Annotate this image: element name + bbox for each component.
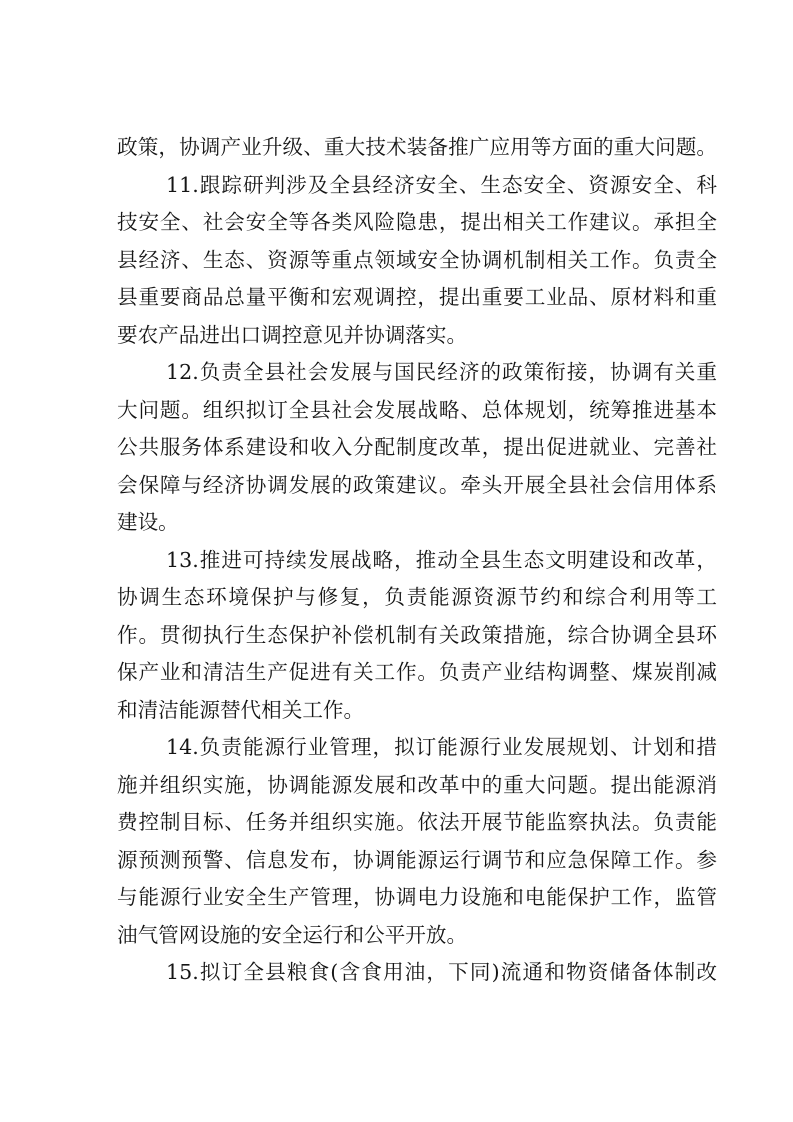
paragraph-line: 费控制目标、任务并组织实施。依法开展节能监察执法。负责能 — [117, 810, 717, 834]
paragraph-last-line: 和清洁能源替代相关工作。 — [117, 697, 365, 722]
paragraph-line: 协调生态环境保护与修复，负责能源资源节约和综合利用等工 — [117, 585, 717, 609]
paragraph-line: 与能源行业安全生产管理，协调电力设施和电能保护工作，监管 — [117, 885, 717, 909]
paragraph-first-line: 12.负责全县社会发展与国民经济的政策衔接，协调有关重 — [166, 360, 717, 384]
document-body — [117, 129, 717, 992]
paragraph-14 — [117, 729, 717, 954]
paragraph-line: 源预测预警、信息发布，协调能源运行调节和应急保障工作。参 — [117, 847, 717, 872]
paragraph-line: 作。贯彻执行生态保护补偿机制有关政策措施，综合协调全县环 — [117, 622, 717, 647]
paragraph-first-line: 15.拟订全县粮食(含食用油，下同)流通和物资储备体制改 — [166, 960, 717, 984]
paragraph-first-line: 13.推进可持续发展战略，推动全县生态文明建设和改革， — [166, 547, 717, 572]
paragraph-line: 施并组织实施，协调能源发展和改革中的重大问题。提出能源消 — [117, 772, 717, 797]
paragraph-13 — [117, 542, 717, 730]
paragraph-first-line: 11.跟踪研判涉及全县经济安全、生态安全、资源安全、科 — [166, 172, 717, 197]
paragraph-last-line: 要农产品进出口调控意见并协调落实。 — [117, 322, 468, 347]
paragraph-last-line: 油气管网设施的安全运行和公平开放。 — [117, 922, 468, 947]
paragraph-11 — [117, 167, 717, 355]
paragraph-line: 技安全、社会安全等各类风险隐患，提出相关工作建议。承担全 — [117, 210, 717, 234]
paragraph-12 — [117, 354, 717, 542]
paragraph-line: 公共服务体系建设和收入分配制度改革，提出促进就业、完善社 — [117, 435, 717, 459]
paragraph-line: 会保障与经济协调发展的政策建议。牵头开展全县社会信用体系 — [117, 472, 717, 497]
paragraph-first-line: 14.负责能源行业管理，拟订能源行业发展规划、计划和措 — [166, 735, 717, 759]
paragraph-line: 政策，协调产业升级、重大技术装备推广应用等方面的重大问题。 — [117, 135, 717, 159]
paragraph-line: 县重要商品总量平衡和宏观调控，提出重要工业品、原材料和重 — [117, 285, 717, 309]
paragraph-line: 大问题。组织拟订全县社会发展战略、总体规划，统筹推进基本 — [117, 397, 717, 422]
paragraph-line: 县经济、生态、资源等重点领域安全协调机制相关工作。负责全 — [117, 247, 717, 272]
paragraph-continuation — [117, 129, 717, 167]
paragraph-15 — [117, 954, 717, 992]
paragraph-last-line: 建设。 — [117, 510, 179, 534]
paragraph-line: 保产业和清洁生产促进有关工作。负责产业结构调整、煤炭削减 — [117, 660, 717, 684]
